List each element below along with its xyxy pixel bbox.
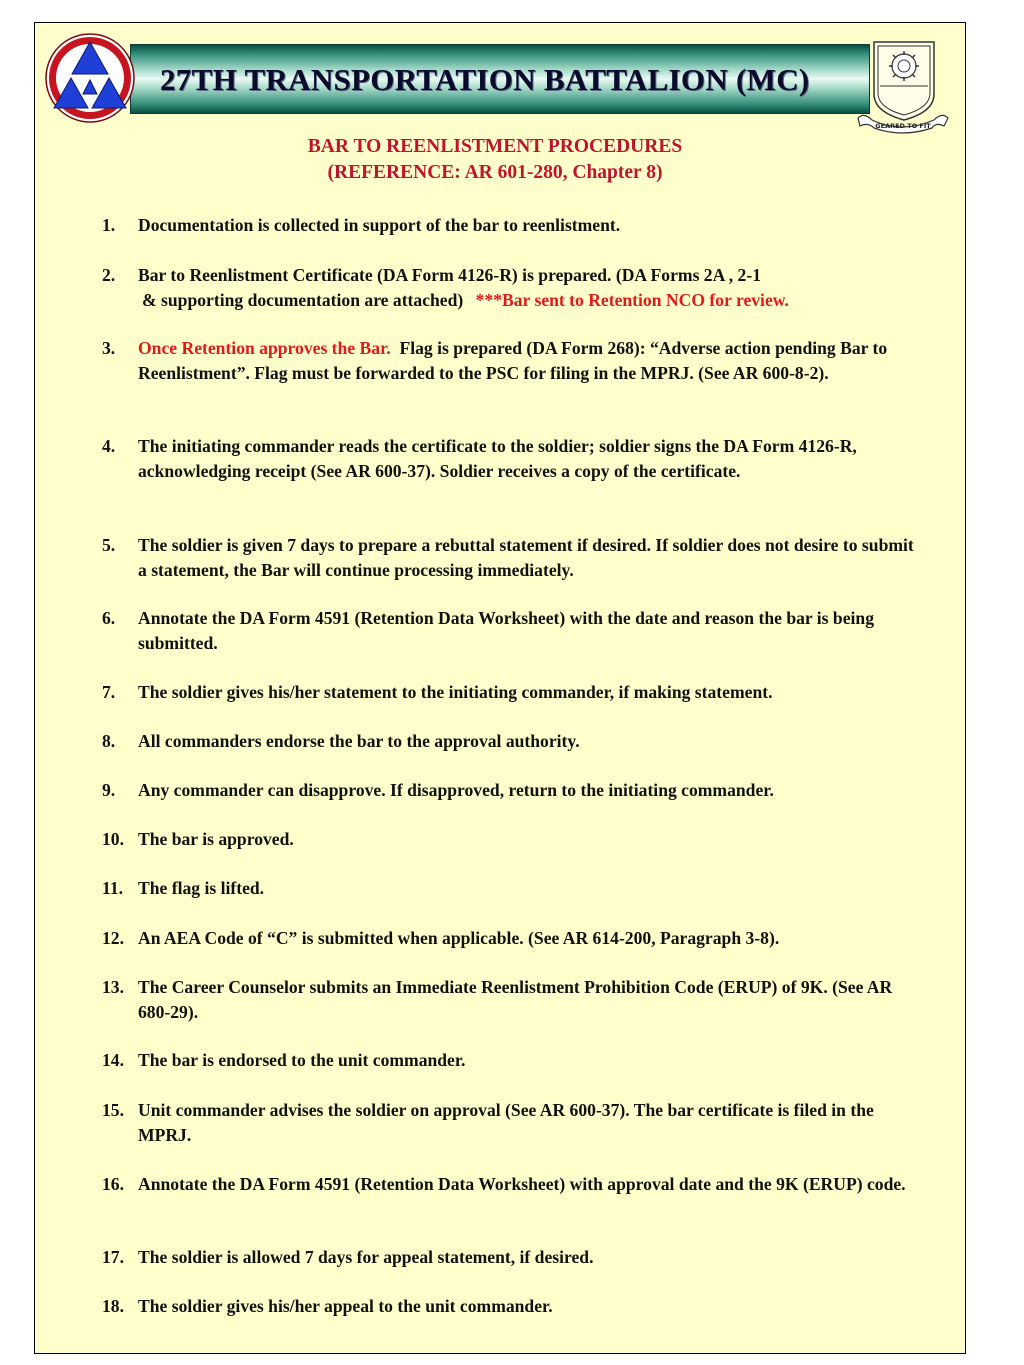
item-text: The flag is lifted. <box>138 878 265 898</box>
crest-motto: GEARED TO FIT <box>875 122 931 130</box>
item-number: 1. <box>102 215 116 235</box>
battalion-title: 27TH TRANSPORTATION BATTALION (MC) <box>160 62 810 97</box>
retention-review-note: ***Bar sent to Retention NCO for review. <box>475 289 789 310</box>
list-item-4 <box>102 434 922 483</box>
item-number: 11. <box>102 878 124 898</box>
item-text: Bar to Reenlistment Certificate (DA Form 4126-R) is prepared. (DA Forms 2A , 2-1 <box>138 265 761 285</box>
item-number: 7. <box>102 682 116 702</box>
item-text: The soldier is given 7 days to prepare a rebuttal statement if desired. If soldier does not desire to submit a statement, the Bar will continue processing immediately. <box>138 535 914 580</box>
list-item-7 <box>102 680 922 705</box>
item-number: 17. <box>102 1247 124 1267</box>
heading-title: BAR TO REENLISTMENT PROCEDURES <box>307 136 683 157</box>
item-text: Annotate the DA Form 4591 (Retention Data Worksheet) with the date and reason the bar is being submitted. <box>138 608 874 653</box>
list-item-2 <box>102 263 922 312</box>
item-number: 13. <box>102 977 124 997</box>
list-item-5 <box>102 533 922 582</box>
item-text: The bar is approved. <box>138 829 294 849</box>
list-item-9 <box>102 778 922 803</box>
item-text-continued: & supporting documentation are attached) <box>142 289 464 310</box>
list-item-14 <box>102 1048 922 1073</box>
item-text: Annotate the DA Form 4591 (Retention Data Worksheet) with approval date and the 9K (ERUP) code. <box>138 1174 906 1194</box>
item-text: Flag is prepared (DA Form 268): “Adverse action pending Bar to Reenlistment”. Flag must be forwarded to the PSC for filing in the MPRJ. (See AR 600-8-2). <box>138 338 888 383</box>
item-number: 15. <box>102 1100 124 1120</box>
item-number: 9. <box>102 780 116 800</box>
item-number: 12. <box>102 928 124 948</box>
item-number: 14. <box>102 1050 124 1070</box>
item-text: Unit commander advises the soldier on approval (See AR 600-37). The bar certificate is filed in the MPRJ. <box>138 1100 874 1145</box>
list-item-1 <box>102 213 922 238</box>
list-item-8 <box>102 729 922 754</box>
list-item-17 <box>102 1245 922 1270</box>
item-number: 5. <box>102 535 116 555</box>
list-item-6 <box>102 606 922 655</box>
list-item-13 <box>102 975 922 1024</box>
item-text: The bar is endorsed to the unit commander. <box>138 1050 466 1070</box>
list-item-15 <box>102 1098 922 1147</box>
retention-approval-note: Once Retention approves the Bar. <box>138 338 391 358</box>
heading-reference: (REFERENCE: AR 601-280, Chapter 8) <box>327 162 663 183</box>
list-item-18 <box>102 1294 922 1319</box>
item-text: The soldier is allowed 7 days for appeal statement, if desired. <box>138 1247 594 1267</box>
item-number: 2. <box>102 265 116 285</box>
item-text: An AEA Code of “C” is submitted when applicable. (See AR 614-200, Paragraph 3-8). <box>138 928 780 948</box>
item-number: 3. <box>102 338 116 358</box>
item-number: 6. <box>102 608 116 628</box>
item-number: 16. <box>102 1174 124 1194</box>
list-item-3 <box>102 336 922 385</box>
list-item-10 <box>102 827 922 852</box>
item-text: The initiating commander reads the certificate to the soldier; soldier signs the DA Form 4126-R, acknowledging receipt (See AR 600-37). Soldier receives a copy of the certificate. <box>138 436 857 481</box>
item-number: 4. <box>102 436 116 456</box>
unit-crest-icon <box>852 38 952 136</box>
item-text: The soldier gives his/her statement to the initiating commander, if making statement. <box>138 682 773 702</box>
list-item-16 <box>102 1172 922 1197</box>
item-text: The Career Counselor submits an Immediate Reenlistment Prohibition Code (ERUP) of 9K. (See AR 680-29). <box>138 977 893 1022</box>
list-item-11 <box>102 876 922 901</box>
battalion-emblem-icon <box>44 32 136 124</box>
item-text: The soldier gives his/her appeal to the unit commander. <box>138 1296 553 1316</box>
item-number: 18. <box>102 1296 124 1316</box>
item-text: Documentation is collected in support of the bar to reenlistment. <box>138 215 621 235</box>
item-text: Any commander can disapprove. If disapproved, return to the initiating commander. <box>138 780 774 800</box>
item-number: 10. <box>102 829 124 849</box>
item-number: 8. <box>102 731 116 751</box>
list-item-12 <box>102 926 922 951</box>
item-text: All commanders endorse the bar to the approval authority. <box>138 731 580 751</box>
